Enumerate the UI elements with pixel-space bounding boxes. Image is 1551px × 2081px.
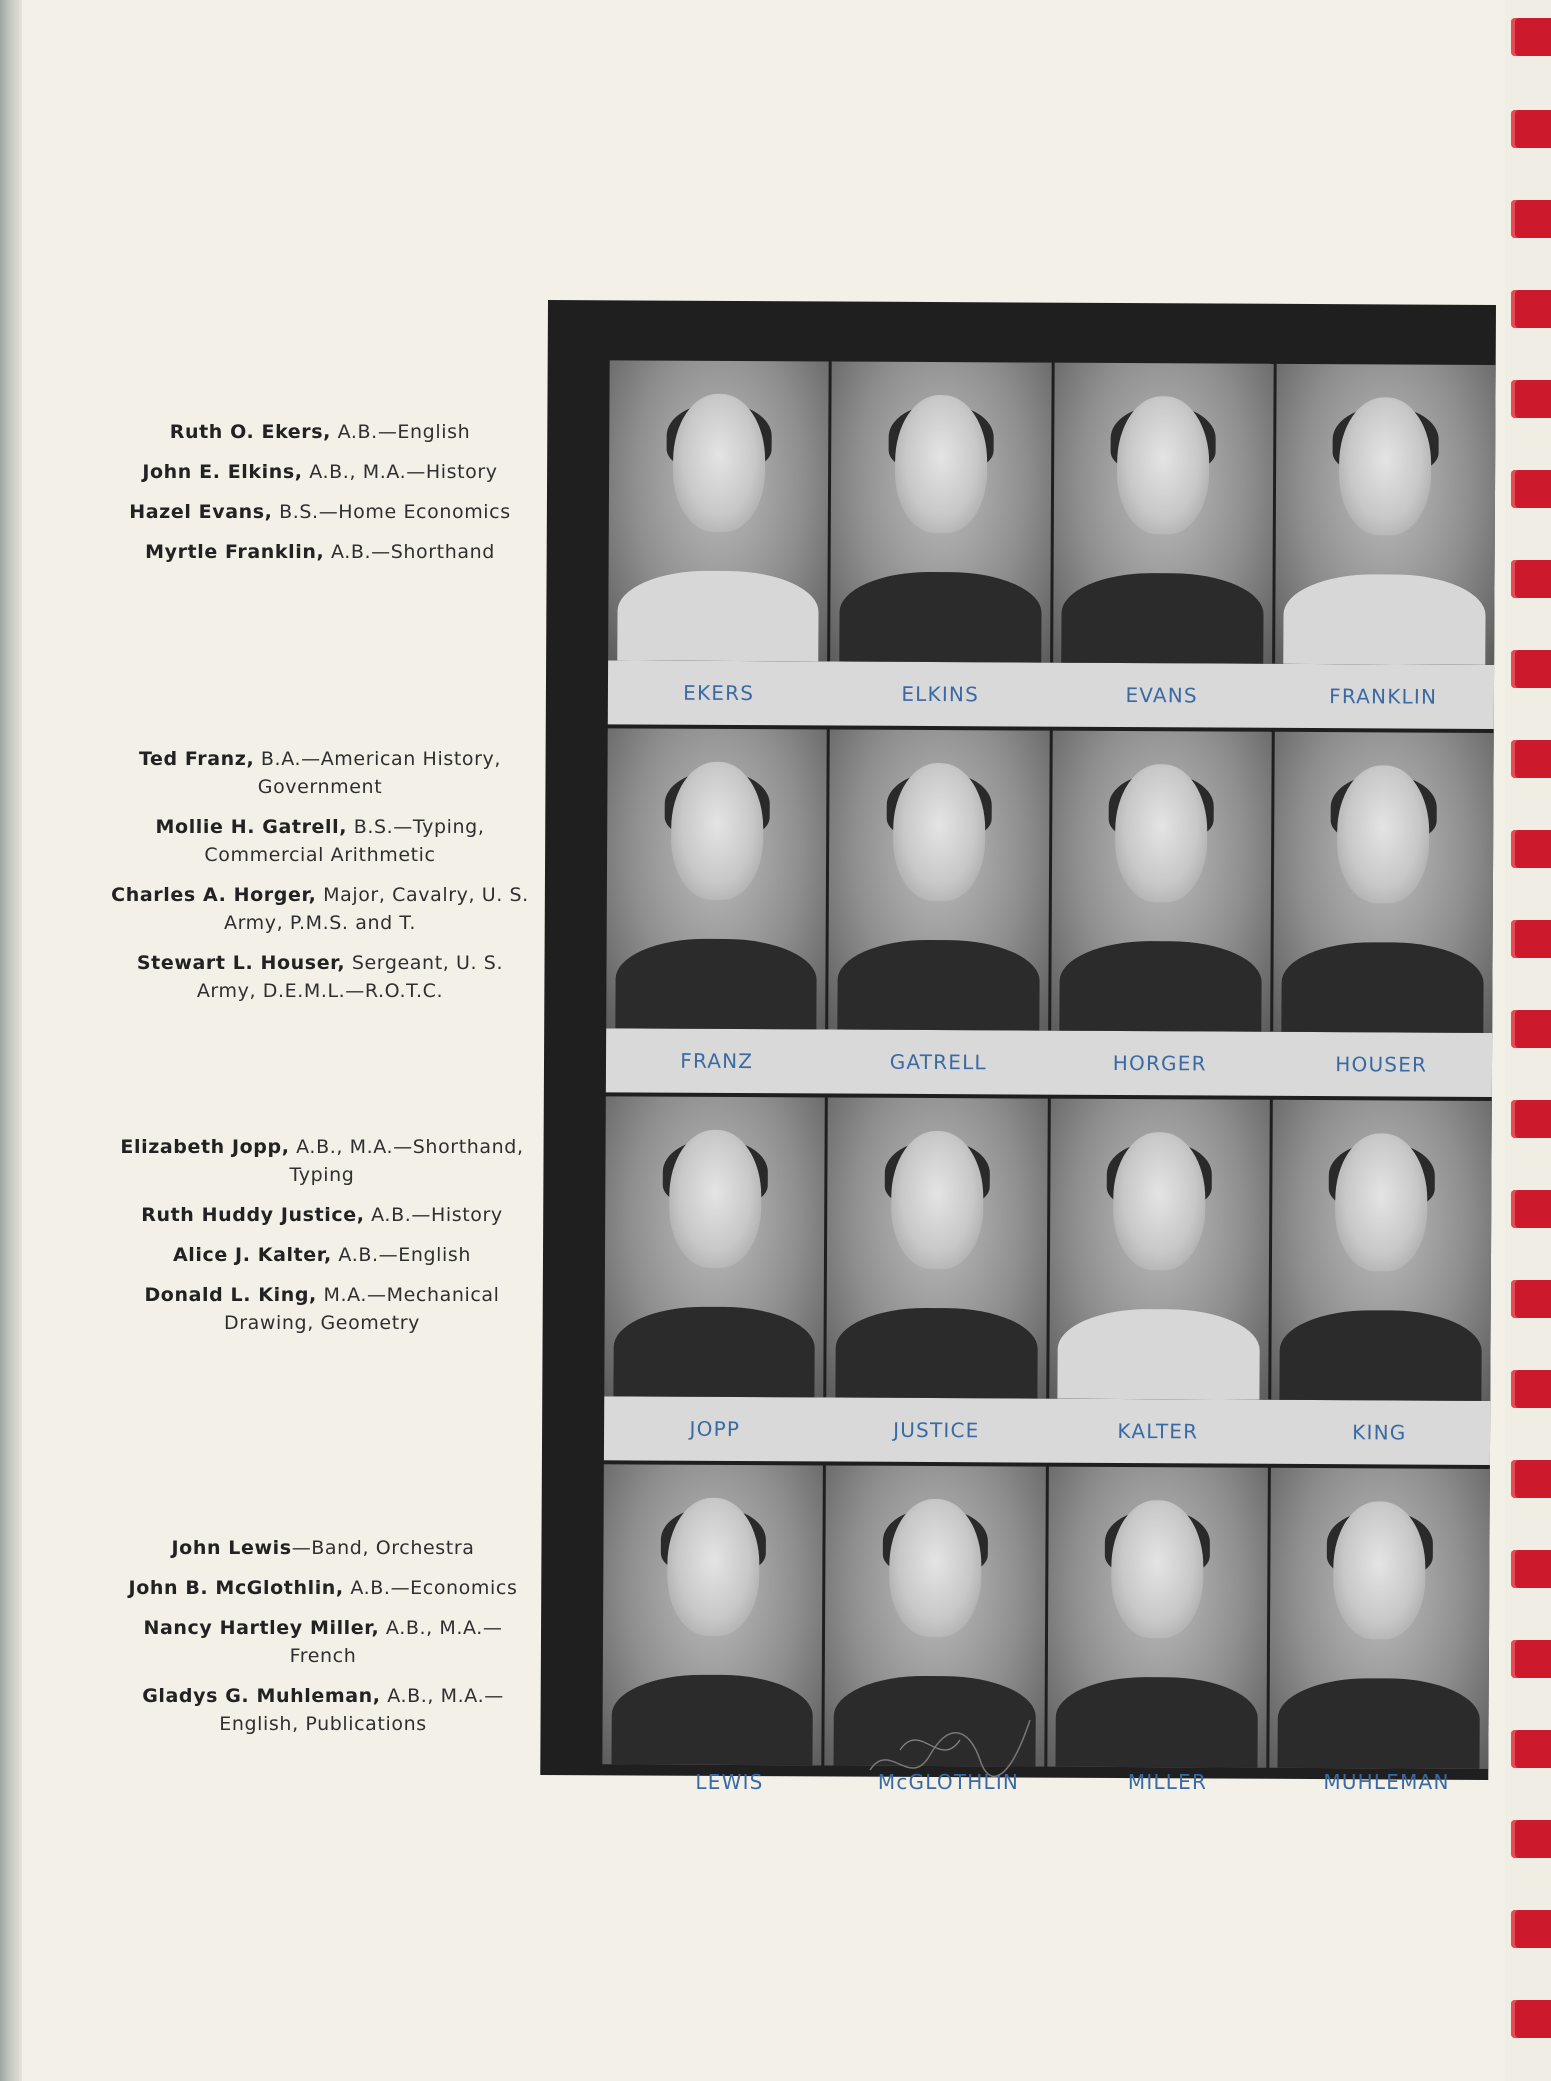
photo-row-3	[604, 1096, 1492, 1465]
faculty-entry: John E. Elkins, A.B., M.A.—History	[142, 461, 498, 483]
photo-name-label: MUHLEMAN	[1323, 1770, 1450, 1794]
photo-name-label: FRANKLIN	[1329, 684, 1438, 709]
portrait-photo	[608, 360, 829, 661]
photo-name-label: EKERS	[683, 680, 755, 706]
photo-name-label: KALTER	[1117, 1418, 1199, 1444]
page-edge	[0, 0, 22, 2081]
portrait-photo	[1051, 731, 1272, 1032]
photo-name-label: FRANZ	[680, 1048, 754, 1074]
faculty-entry: Donald L. King, M.A.—Mechanical Drawing, Geometry	[144, 1284, 500, 1334]
portrait-photo	[828, 729, 1049, 1030]
faculty-caption-group-3	[112, 1133, 532, 1349]
faculty-entry: John B. McGlothlin, A.B.—Economics	[128, 1577, 518, 1599]
faculty-entry: John Lewis—Band, Orchestra	[171, 1537, 475, 1559]
photo-name-label: MILLER	[1127, 1770, 1208, 1794]
portrait-photo	[830, 361, 1051, 662]
photo-name-label: JUSTICE	[893, 1417, 980, 1443]
faculty-caption-group-1	[100, 418, 540, 578]
portrait-photo	[1049, 1099, 1270, 1400]
portrait-photo	[1275, 364, 1496, 665]
photo-name-label: EVANS	[1125, 683, 1198, 708]
photo-name-label: McGLOTHLIN	[877, 1770, 1020, 1794]
faculty-photo-panel	[540, 300, 1496, 1780]
portrait-photo	[1273, 732, 1494, 1033]
photo-name-label: GATRELL	[889, 1049, 987, 1075]
photo-name-label: JOPP	[689, 1416, 741, 1442]
faculty-caption-group-2	[110, 745, 530, 1017]
portrait-photo	[1053, 363, 1274, 664]
faculty-entry: Alice J. Kalter, A.B.—English	[172, 1244, 472, 1266]
photo-name-label: KING	[1352, 1420, 1407, 1445]
portrait-photo	[1047, 1467, 1268, 1768]
name-strip	[608, 660, 1494, 729]
faculty-entry: Myrtle Franklin, A.B.—Shorthand	[145, 541, 495, 563]
spiral-binding	[1505, 0, 1551, 2081]
photo-row-1	[608, 360, 1496, 729]
faculty-entry: Ted Franz, B.A.—American History, Government	[138, 748, 501, 798]
handwritten-signature	[860, 1700, 1040, 1790]
name-strip	[604, 1396, 1490, 1465]
portrait-photo	[606, 728, 827, 1029]
portrait-photo	[1271, 1100, 1492, 1401]
faculty-entry: Hazel Evans, B.S.—Home Economics	[129, 501, 511, 523]
faculty-entry: Elizabeth Jopp, A.B., M.A.—Shorthand, Typing	[120, 1136, 524, 1186]
faculty-caption-group-4	[118, 1534, 528, 1750]
portrait-photo	[1269, 1468, 1490, 1769]
faculty-entry: Stewart L. Houser, Sergeant, U. S. Army, D.E.M.L.—R.O.T.C.	[136, 952, 504, 1002]
faculty-entry: Ruth Huddy Justice, A.B.—History	[141, 1204, 503, 1226]
faculty-entry: Nancy Hartley Miller, A.B., M.A.—French	[143, 1617, 503, 1667]
photo-row-4	[602, 1464, 1490, 1769]
bottom-name-row	[620, 1770, 1496, 1794]
faculty-entry: Charles A. Horger, Major, Cavalry, U. S. Army, P.M.S. and T.	[111, 884, 529, 934]
photo-name-label: HORGER	[1112, 1050, 1207, 1076]
portrait-photo	[604, 1096, 825, 1397]
photo-name-label: ELKINS	[901, 681, 980, 707]
photo-name-label: LEWIS	[695, 1770, 764, 1794]
photo-row-2	[606, 728, 1494, 1097]
portrait-photo	[602, 1464, 823, 1765]
faculty-entry: Gladys G. Muhleman, A.B., M.A.—English, Publications	[142, 1685, 504, 1735]
photo-name-label: HOUSER	[1335, 1052, 1428, 1077]
portrait-photo	[827, 1097, 1048, 1398]
faculty-entry: Mollie H. Gatrell, B.S.—Typing, Commercial Arithmetic	[155, 816, 485, 866]
faculty-entry: Ruth O. Ekers, A.B.—English	[169, 421, 471, 443]
name-strip	[606, 1028, 1492, 1097]
